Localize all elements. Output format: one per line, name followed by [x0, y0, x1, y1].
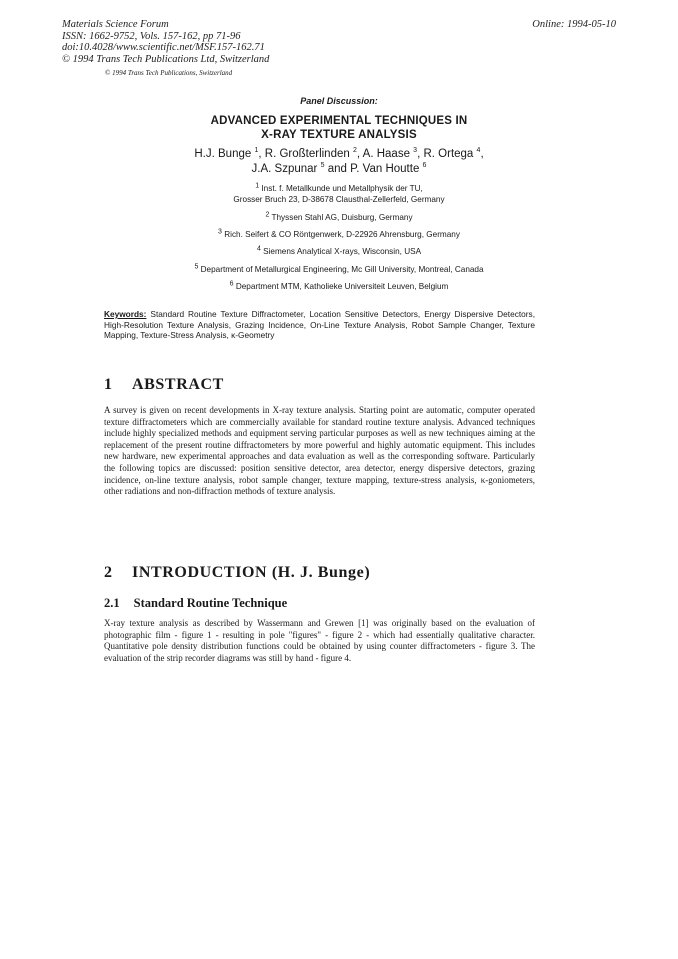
- journal-header: [62, 19, 382, 65]
- keywords-label: Keywords:: [104, 309, 147, 319]
- section-title: INTRODUCTION (H. J. Bunge): [132, 564, 371, 581]
- affiliation-sup: 6: [229, 280, 234, 288]
- author: A. Haase: [362, 148, 410, 160]
- author: R. Großterlinden: [264, 148, 350, 160]
- subsection-2-1-heading: [104, 594, 287, 612]
- affiliation-text: Department MTM, Katholieke Universiteit Leuven, Belgium: [235, 282, 449, 291]
- affiliation-5: [0, 264, 678, 275]
- author: J.A. Szpunar: [251, 163, 318, 175]
- keywords-block: [104, 309, 535, 341]
- section-number: 1: [104, 376, 112, 393]
- section-1-heading: [104, 376, 224, 394]
- copyright-small: © 1994 Trans Tech Publications, Switzerland: [105, 69, 233, 77]
- subsection-title: Standard Routine Technique: [133, 596, 288, 610]
- affiliation-text: Department of Metallurgical Engineering, Mc Gill University, Montreal, Canada: [200, 265, 484, 274]
- author-sup: 1: [254, 147, 259, 155]
- affiliation-sup: 5: [194, 263, 199, 271]
- affiliation-3: [0, 229, 678, 240]
- affiliation-sup: 2: [265, 211, 270, 219]
- author-list: [0, 147, 678, 177]
- author-sup: 2: [352, 147, 357, 155]
- section-title: ABSTRACT: [132, 376, 224, 393]
- affiliation-text: Inst. f. Metallkunde und Metallphysik der TU,: [261, 184, 423, 193]
- author-sup: 4: [476, 147, 481, 155]
- affiliation-text: Siemens Analytical X-rays, Wisconsin, USA: [263, 247, 422, 256]
- paper-title: [0, 114, 678, 142]
- affiliation-sup: 4: [256, 245, 261, 253]
- affiliation-text: Rich. Seifert & CO Röntgenwerk, D-22926 Ahrensburg, Germany: [224, 230, 460, 239]
- affiliation-sup: 1: [255, 182, 260, 190]
- affiliation-4: [0, 246, 678, 257]
- author-sup: 5: [320, 162, 325, 170]
- affiliation-2: [0, 212, 678, 223]
- online-date: Online: 1994-05-10: [532, 19, 616, 30]
- doi-link[interactable]: doi:10.4028/www.scientific.net/MSF.157-162.71: [62, 42, 265, 53]
- subsection-number: 2.1: [104, 596, 120, 610]
- author: P. Van Houtte: [350, 163, 420, 175]
- copyright-line: © 1994 Trans Tech Publications Ltd, Switzerland: [62, 53, 270, 65]
- section-number: 2: [104, 564, 112, 581]
- author-conjunction: and: [327, 163, 347, 175]
- author-sup: 6: [422, 162, 427, 170]
- keywords-text: Standard Routine Texture Diffractometer, Location Sensitive Detectors, Energy Dispersive Detectors, High-Resolution Texture Analysis, Grazing Incidence, On-Line Texture Analysis, Robot Sample Changer, Texture Mapping, Texture-Stress Analysis, κ-Geometry: [104, 309, 535, 340]
- title-line-2: X-RAY TEXTURE ANALYSIS: [261, 129, 417, 141]
- affiliation-1: [0, 183, 678, 205]
- section-2-heading: [104, 564, 370, 582]
- author-line-2: [0, 162, 678, 177]
- affiliation-sup: 3: [218, 228, 222, 236]
- panel-label: Panel Discussion:: [300, 96, 378, 106]
- journal-name: Materials Science Forum: [62, 19, 169, 30]
- author-line-1: H.J. Bunge $^1$, R. Großterlinden $^2$, A. Haase $^3$, R. Ortega $^4$,: [194, 147, 484, 160]
- author: R. Ortega: [423, 148, 474, 160]
- abstract-paragraph: A survey is given on recent developments in X-ray texture analysis. Starting point are automatic, computer operated texture diffractometers which are commercially available for standard routine texture analysis. Advanced techniques include highly specialized methods and equipment serving particular purposes as well as new techniques aiming at the replacement of the present routine diffractometers by more powerful and highly automatic equipment. This includes new hardware, new experimental approaches and data evaluation as well as the corresponding software. Particularly the following topics are discussed: position sensitive detector, area detector, energy dispersive detectors, grazing incidence, on-line texture analysis, robot sample changer, texture mapping, texture-stress analysis, κ-goniometers, other radiations and non-diffraction methods of texture analysis.: [104, 405, 535, 497]
- author: H.J. Bunge: [194, 148, 252, 160]
- affiliation-6: [0, 281, 678, 292]
- author-sup: 3: [413, 147, 418, 155]
- affiliation-text: Grosser Bruch 23, D-38678 Clausthal-Zellerfeld, Germany: [233, 195, 445, 204]
- issn-line: ISSN: 1662-9752, Vols. 157-162, pp 71-96: [62, 30, 241, 42]
- title-line-1: ADVANCED EXPERIMENTAL TECHNIQUES IN: [210, 115, 468, 127]
- intro-paragraph: X-ray texture analysis as described by Wassermann and Grewen [1] was originally based on the evaluation of photographic film - figure 1 - resulting in pole "figures" - figure 2 - which had essentially qualitative character. Quantitative pole density distribution functions could be obtained by using counter diffractometers - figure 3. The evaluation of the strip recorder diagrams was still by hand - figure 4.: [104, 618, 535, 663]
- affiliation-text: Thyssen Stahl AG, Duisburg, Germany: [271, 213, 413, 222]
